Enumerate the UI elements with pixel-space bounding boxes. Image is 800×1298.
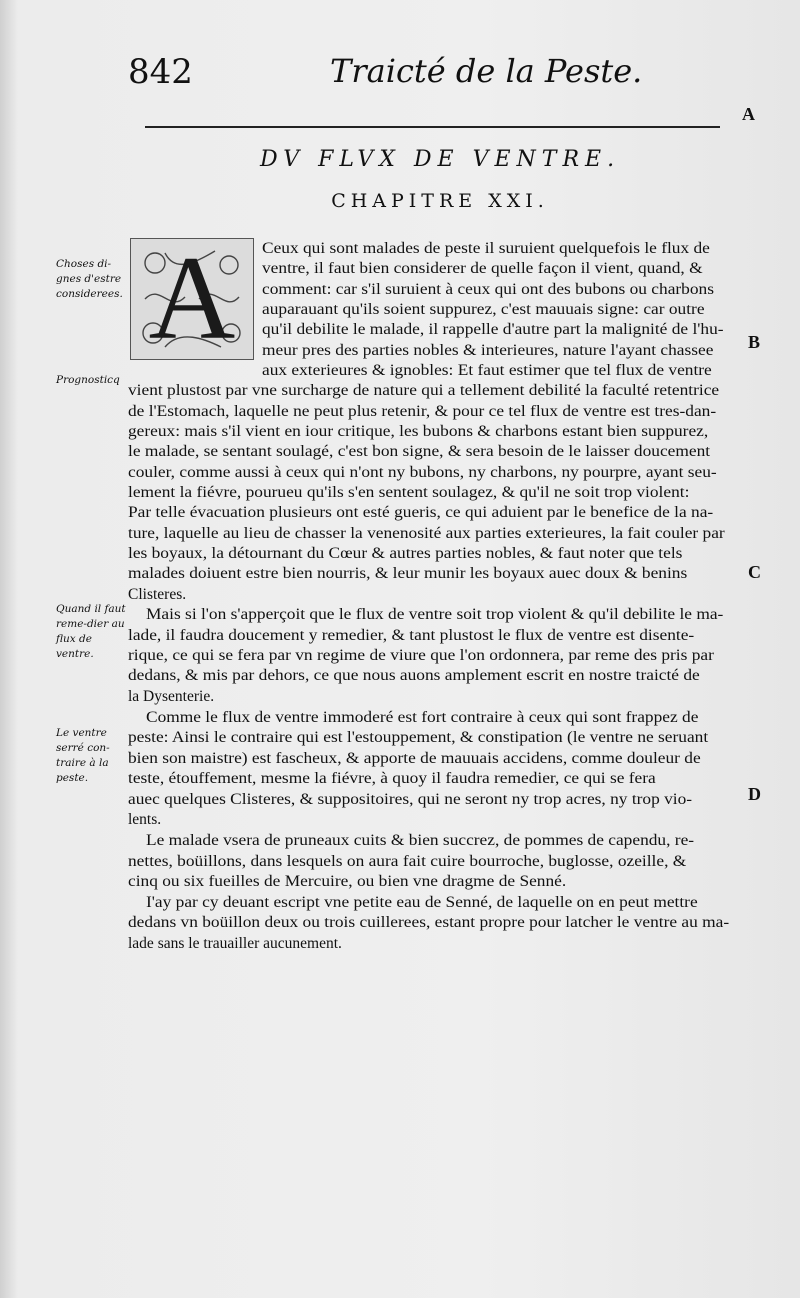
header-rule [145,126,720,128]
initial-letter: A [148,231,236,364]
text-line: Le malade vsera de pruneaux cuits & bien succrez, de pommes de capendu, re- [146,832,695,849]
text-line: lade sans le trauailler aucunement. [128,935,342,952]
text-line: peste: Ainsi le contraire qui est l'estouppement, & constipation (le ventre ne seruant [128,729,709,746]
text-line: auparauant qu'ils soient suppurez, c'est mauuais signe: car outre [262,301,705,318]
text-line: I'ay par cy deuant escript vne petite eau de Senné, de laquelle on en peut mettre [146,894,698,911]
text-line: les boyaux, la détournant du Cœur & autres parties nobles, & faut noter que tels [128,545,683,562]
text-line: Ceux qui sont malades de peste il suruient quelquefois le flux de [262,240,710,257]
text-line: comment: car s'il suruient à ceux qui ont des bubons ou charbons [262,281,714,298]
margin-note-4: Le ventre serré con-traire à la peste. [56,727,110,784]
text-line: nettes, boüillons, dans lesquels on aura fait cuire bourroche, buglosse, ozeille, & [128,853,687,870]
text-line: Clisteres. [128,586,187,603]
text-line: ture, laquelle au lieu de chasser la venenosité aux parties exterieures, la fait couler par [128,525,725,542]
text-line: bien son maistre) est fascheux, & apporte de mauuais accidens, comme douleur de [128,750,701,767]
section-marker-d: D [748,784,761,804]
text-line: le malade, se sentant soulagé, c'est bon signe, & sera besoin de le laisser doucement [128,443,711,460]
text-line: lents. [128,811,162,828]
section-marker-c: C [748,562,761,582]
section-marker-a: A [742,104,755,124]
text-line: qu'il debilite le malade, il rappelle d'autre part la malignité de l'hu- [262,321,724,338]
decorated-initial [130,231,254,364]
text-line: ventre, il faut bien considerer de quelle façon il vient, quand, & [262,260,703,277]
text-line: gereux: mais s'il vient en iour critique, les bubons & charbons estant bien suppurez, [128,423,709,440]
chapter-title: DV FLVX DE VENTRE. [259,147,621,172]
margin-note-1: Choses di-gnes d'estre considerees. [56,258,123,300]
text-line: couler, comme aussi à ceux qui n'ont ny bubons, ny charbons, ny pourpre, ayant seu- [128,464,717,481]
margin-note-3: Quand il faut reme-dier au flux de ventre. [56,603,126,660]
text-line: Comme le flux de ventre immoderé est fort contraire à ceux qui sont frappez de [146,709,699,726]
text-line: lade, il faudra doucement y remedier, & tant plustost le flux de ventre est disente- [128,627,695,644]
page-number: 842 [128,52,193,92]
text-line: teste, étouffement, mesme la fiévre, à quoy il faudra remedier, ce qui se fera [128,770,656,787]
text-line: vient plustost par vne surcharge de nature qui a tellement debilité la faculté retentrice [128,382,720,399]
chapter-number: CHAPITRE XXI. [331,190,549,212]
text-line: malades doiuent estre bien nourris, & leur munir les boyaux auec doux & benins [128,565,688,582]
text-line: cinq ou six fueilles de Mercuire, ou bien vne dragme de Senné. [128,873,567,890]
text-line: lement la fiévre, pourueu qu'ils s'en sentent soulagez, & qu'il ne soit trop violent: [128,484,690,501]
text-line: auec quelques Clisteres, & suppositoires, qui ne seront ny trop acres, ny trop vio- [128,791,693,808]
text-line: dedans, & mis par dehors, ce que nous auons amplement escrit en nostre traicté de [128,667,700,684]
text-line: meur pres des parties nobles & interieures, nature l'ayant chassee [262,342,714,359]
text-line: la Dysenterie. [128,688,215,705]
section-marker-b: B [748,332,761,352]
text-line: aux exterieures & ignobles: Et faut estimer que tel flux de ventre [262,362,712,379]
running-title: Traicté de la Peste. [330,52,643,90]
text-line: Par telle évacuation plusieurs ont esté gueris, ce qui aduient par le benefice de la na- [128,504,714,521]
text-line: Mais si l'on s'apperçoit que le flux de ventre soit trop violent & qu'il debilite le ma- [146,606,724,623]
text-line: de l'Estomach, laquelle ne peut plus retenir, & pour ce tel flux de ventre est tres-dan- [128,403,717,420]
text-line: dedans vn boüillon deux ou trois cuillerees, estant propre pour latcher le ventre au ma- [128,914,730,931]
margin-note-2: Prognosticq [56,374,120,386]
text-line: rique, ce qui se fera par vn regime de viure que l'on ordonnera, par reme des pris par [128,647,714,664]
